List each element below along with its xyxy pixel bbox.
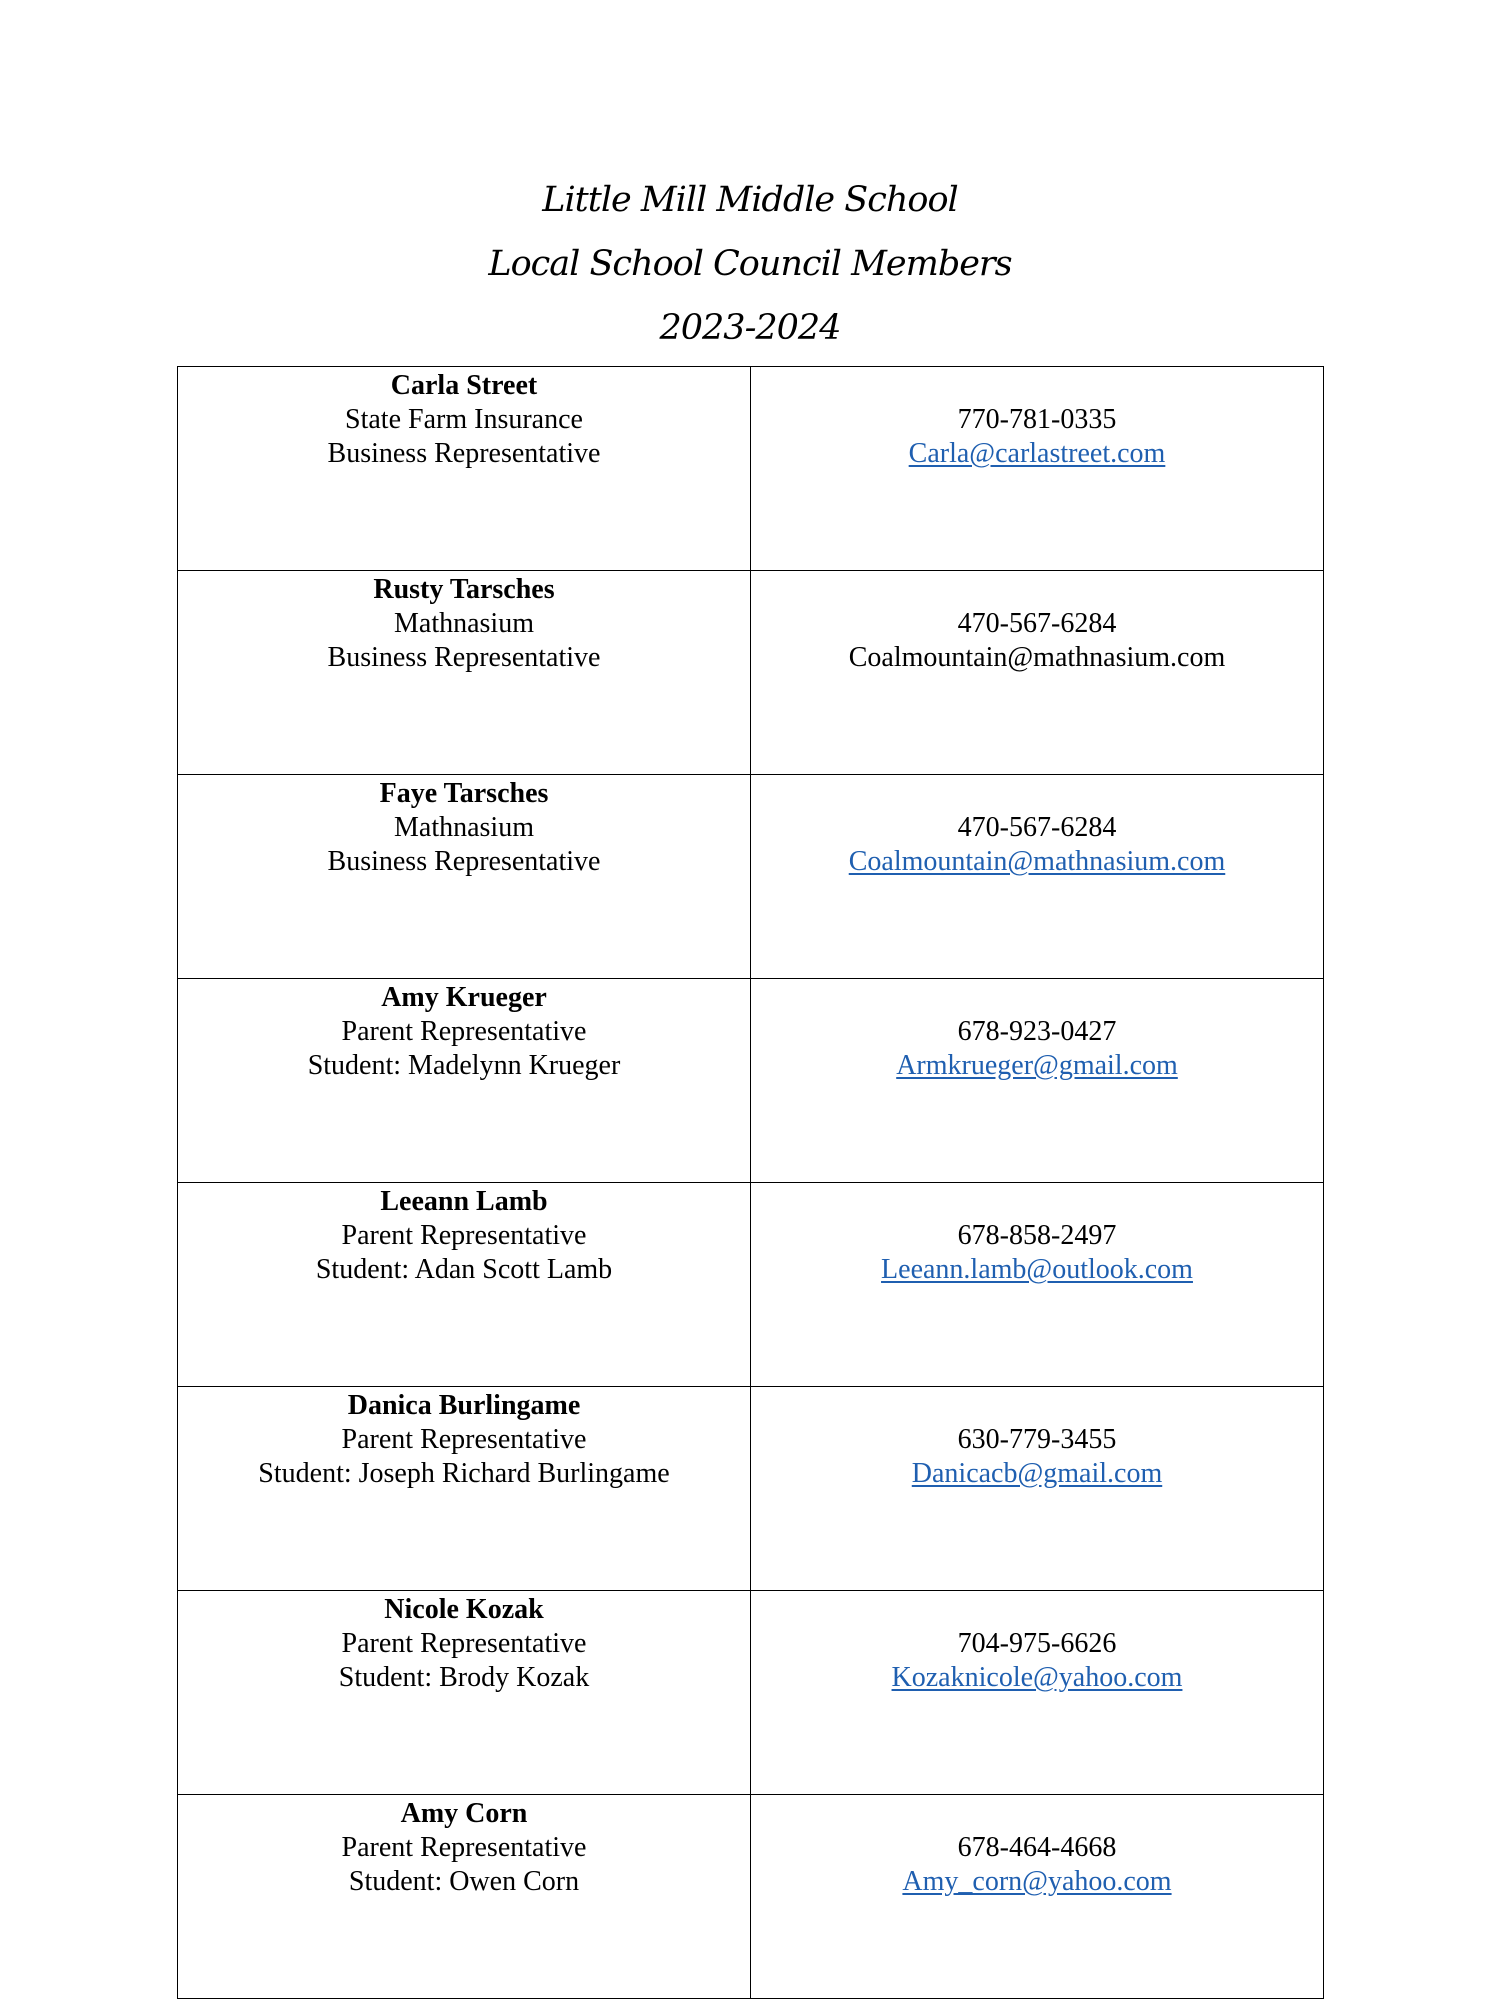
member-role: Business Representative xyxy=(327,642,601,673)
member-name: Amy Krueger xyxy=(381,982,547,1013)
member-phone: 770-781-0335 xyxy=(957,404,1117,435)
member-name: Rusty Tarsches xyxy=(373,574,555,605)
school-year: 2023-2024 xyxy=(659,308,841,348)
member-email[interactable]: Coalmountain@mathnasium.com xyxy=(848,846,1226,877)
member-contact-cell xyxy=(751,1591,1324,1795)
table-row xyxy=(178,775,1324,979)
school-name: Little Mill Middle School xyxy=(542,180,958,220)
member-info-cell xyxy=(178,1795,751,1999)
table-row xyxy=(178,1795,1324,1999)
member-email[interactable]: Armkrueger@gmail.com xyxy=(896,1050,1178,1081)
member-info-cell xyxy=(178,1183,751,1387)
member-info-cell xyxy=(178,1591,751,1795)
member-organization: Parent Representative xyxy=(341,1220,587,1251)
member-email[interactable]: Carla@carlastreet.com xyxy=(908,438,1166,469)
member-role: Student: Joseph Richard Burlingame xyxy=(258,1458,670,1489)
member-phone: 678-923-0427 xyxy=(957,1016,1117,1047)
member-phone: 704-975-6626 xyxy=(957,1628,1117,1659)
member-phone: 470-567-6284 xyxy=(957,812,1117,843)
member-name: Carla Street xyxy=(390,370,538,401)
member-organization: Parent Representative xyxy=(341,1628,587,1659)
member-organization: Mathnasium xyxy=(394,812,534,843)
member-name: Amy Corn xyxy=(400,1798,528,1829)
member-role: Student: Owen Corn xyxy=(348,1866,580,1897)
member-info-cell xyxy=(178,979,751,1183)
member-contact-cell xyxy=(751,1183,1324,1387)
member-name: Faye Tarsches xyxy=(379,778,549,809)
table-row xyxy=(178,571,1324,775)
table-row xyxy=(178,367,1324,571)
member-phone: 470-567-6284 xyxy=(957,608,1117,639)
member-role: Student: Madelynn Krueger xyxy=(307,1050,621,1081)
member-contact-cell xyxy=(751,571,1324,775)
member-role: Student: Adan Scott Lamb xyxy=(315,1254,613,1285)
member-email[interactable]: Kozaknicole@yahoo.com xyxy=(891,1662,1183,1693)
member-name: Nicole Kozak xyxy=(384,1594,544,1625)
member-email[interactable]: Amy_corn@yahoo.com xyxy=(902,1866,1172,1897)
member-name: Leeann Lamb xyxy=(380,1186,548,1217)
member-contact-cell xyxy=(751,775,1324,979)
member-organization: Parent Representative xyxy=(341,1832,587,1863)
member-contact-cell xyxy=(751,979,1324,1183)
table-row xyxy=(178,1591,1324,1795)
member-email[interactable]: Danicacb@gmail.com xyxy=(911,1458,1163,1489)
member-info-cell xyxy=(178,775,751,979)
table-row xyxy=(178,1387,1324,1591)
member-role: Student: Brody Kozak xyxy=(338,1662,590,1693)
member-role: Business Representative xyxy=(327,438,601,469)
council-members-body xyxy=(178,367,1324,1999)
member-contact-cell xyxy=(751,1795,1324,1999)
council-members-table xyxy=(177,366,1324,1999)
table-row xyxy=(178,1183,1324,1387)
member-contact-cell xyxy=(751,367,1324,571)
member-phone: 678-858-2497 xyxy=(957,1220,1117,1251)
member-phone: 630-779-3455 xyxy=(957,1424,1117,1455)
member-organization: State Farm Insurance xyxy=(345,404,583,435)
member-organization: Parent Representative xyxy=(341,1424,587,1455)
member-contact-cell xyxy=(751,1387,1324,1591)
member-info-cell xyxy=(178,571,751,775)
member-info-cell xyxy=(178,367,751,571)
member-name: Danica Burlingame xyxy=(347,1390,581,1421)
member-role: Business Representative xyxy=(327,846,601,877)
member-email[interactable]: Leeann.lamb@outlook.com xyxy=(881,1254,1193,1285)
council-title: Local School Council Members xyxy=(488,244,1012,284)
member-info-cell xyxy=(178,1387,751,1591)
member-email: Coalmountain@mathnasium.com xyxy=(848,642,1226,673)
member-organization: Parent Representative xyxy=(341,1016,587,1047)
page-header xyxy=(0,168,1500,360)
member-phone: 678-464-4668 xyxy=(957,1832,1117,1863)
table-row xyxy=(178,979,1324,1183)
member-organization: Mathnasium xyxy=(394,608,534,639)
